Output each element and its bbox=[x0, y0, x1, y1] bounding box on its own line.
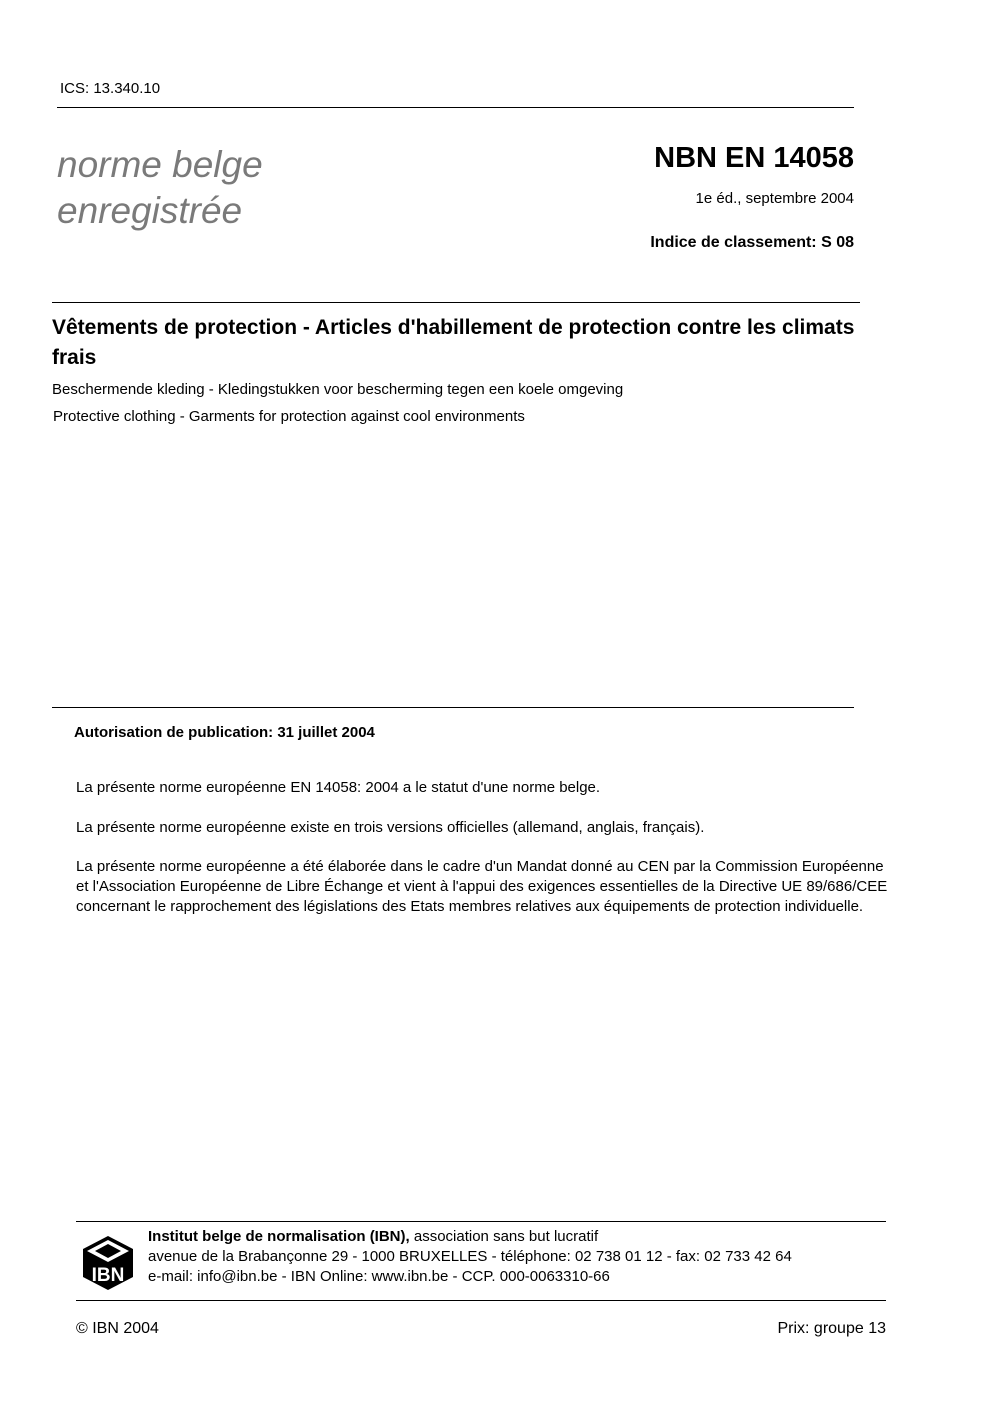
footer-rule-bottom bbox=[76, 1300, 886, 1301]
institute-line bbox=[148, 1228, 598, 1245]
paragraph-status: La présente norme européenne EN 14058: 2004 a le statut d'une norme belge. bbox=[76, 779, 601, 796]
standard-code: NBN EN 14058 bbox=[654, 142, 854, 174]
ibn-logo-graphic bbox=[82, 1235, 134, 1291]
paragraph-mandate: La présente norme européenne a été élaborée dans le cadre d'un Mandat donné au CEN par la Commission Européenne et l'Association Européenne de Libre Échange et vient à l'appui des exigences essentielles de la Directive UE 89/686/CEE concernant le rapprochement des législations des Etats membres relatives aux équipements de protection individuelle. bbox=[76, 858, 888, 915]
footer-rule-top bbox=[76, 1221, 886, 1222]
title-english: Protective clothing - Garments for protection against cool environments bbox=[53, 408, 525, 425]
title-french: Vêtements de protection - Articles d'habillement de protection contre les climats frais bbox=[52, 316, 855, 369]
norme-label bbox=[57, 142, 263, 234]
paragraph-versions: La présente norme européenne existe en trois versions officielles (allemand, anglais, français). bbox=[76, 819, 705, 836]
edition-info: 1e éd., septembre 2004 bbox=[695, 190, 854, 207]
ibn-logo bbox=[82, 1235, 134, 1291]
title-rule-top bbox=[52, 302, 860, 303]
body-rule-top bbox=[52, 707, 854, 708]
institute-contact: e-mail: info@ibn.be - IBN Online: www.ibn.be - CCP. 000-0063310-66 bbox=[148, 1268, 610, 1285]
title-dutch: Beschermende kleding - Kledingstukken voor bescherming tegen een koele omgeving bbox=[52, 381, 624, 398]
price-group: Prix: groupe 13 bbox=[777, 1320, 886, 1337]
ibn-logo-text: IBN bbox=[91, 1265, 125, 1286]
norme-line-2: enregistrée bbox=[57, 190, 243, 231]
institute-address: avenue de la Brabançonne 29 - 1000 BRUXELLES - téléphone: 02 738 01 12 - fax: 02 733 42 64 bbox=[148, 1248, 792, 1265]
norme-line-1: norme belge bbox=[57, 144, 263, 185]
header-rule bbox=[57, 107, 854, 108]
institute-description: association sans but lucratif bbox=[413, 1228, 599, 1245]
copyright: © IBN 2004 bbox=[76, 1320, 159, 1337]
institute-name: Institut belge de normalisation (IBN), bbox=[148, 1228, 410, 1245]
ics-code: ICS: 13.340.10 bbox=[60, 80, 161, 97]
publication-authorization: Autorisation de publication: 31 juillet 2004 bbox=[74, 724, 375, 741]
classification-index: Indice de classement: S 08 bbox=[650, 234, 854, 251]
